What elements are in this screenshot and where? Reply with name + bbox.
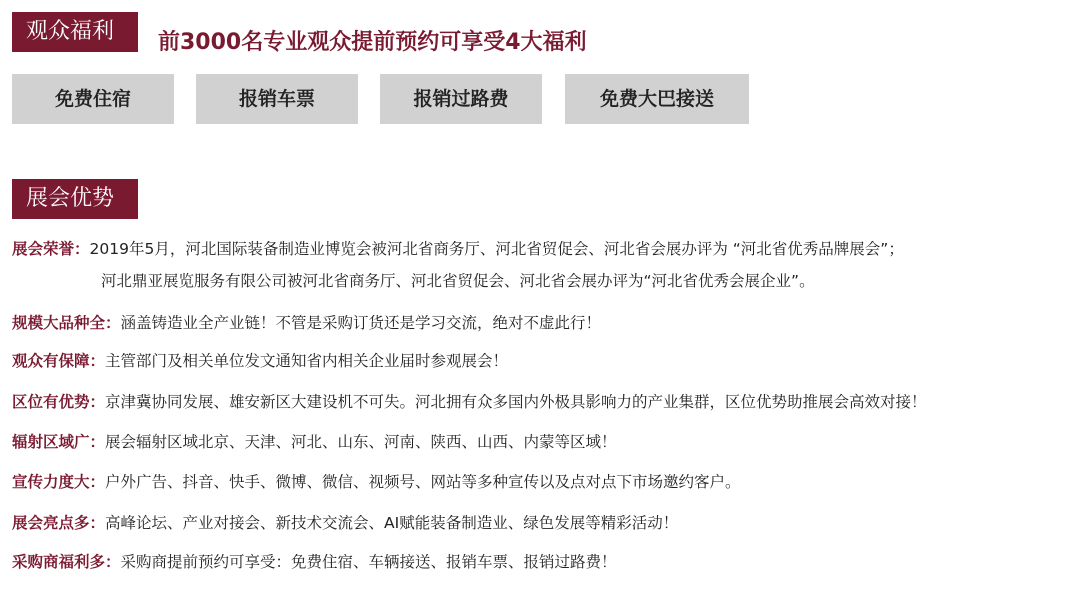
advantage-label: 采购商福利多：	[12, 553, 121, 571]
advantage-row-audience	[12, 347, 1072, 375]
advantage-label: 规模大品种全：	[12, 314, 121, 332]
advantage-text: 京津冀协同发展、雄安新区大建设机不可失。河北拥有众多国内外极具影响力的产业集群，区位优势助推展会高效对接！	[105, 393, 927, 411]
advantage-text: 展会辐射区域北京、天津、河北、山东、河南、陕西、山西、内蒙等区域！	[105, 433, 617, 451]
advantage-row-location	[12, 388, 1072, 416]
advantage-row-buyer-benefits	[12, 548, 1072, 576]
benefit-free-accommodation: 免费住宿	[12, 74, 174, 124]
advantage-row-highlights	[12, 509, 1072, 537]
advantage-label: 区位有优势：	[12, 393, 106, 411]
advantage-text: 户外广告、抖音、快手、微博、微信、视频号、网站等多种宣传以及点对点下市场邀约客户。	[105, 473, 741, 491]
advantage-label: 展会荣誉：	[12, 240, 90, 258]
benefit-free-shuttle-bus: 免费大巴接送	[565, 74, 749, 124]
advantage-label: 宣传力度大：	[12, 473, 106, 491]
advantage-label: 观众有保障：	[12, 352, 106, 370]
advantage-row-coverage	[12, 428, 1072, 456]
advantage-row-scale	[12, 309, 1072, 337]
advantage-text: 主管部门及相关单位发文通知省内相关企业届时参观展会！	[105, 352, 509, 370]
advantage-row-honor	[12, 235, 1072, 263]
advantage-text: 2019年5月，河北国际装备制造业博览会被河北省商务厅、河北省贸促会、河北省会展办评为 “河北省优秀品牌展会”；	[89, 240, 904, 258]
advantage-label: 展会亮点多：	[12, 514, 106, 532]
advantage-label: 辐射区域广：	[12, 433, 106, 451]
benefit-toll-reimbursement: 报销过路费	[380, 74, 542, 124]
benefit-ticket-reimbursement: 报销车票	[196, 74, 358, 124]
benefits-headline: 前3000名专业观众提前预约可享受4大福利	[158, 30, 587, 55]
advantage-text: 涵盖铸造业全产业链！不管是采购订货还是学习交流，绝对不虚此行！	[120, 314, 602, 332]
advantage-text: 采购商提前预约可享受：免费住宿、车辆接送、报销车票、报销过路费！	[120, 553, 617, 571]
section-title-exhibition-advantages: 展会优势	[12, 179, 138, 219]
advantage-row-promotion	[12, 468, 1072, 496]
section-title-viewer-benefits: 观众福利	[12, 12, 138, 52]
advantage-row-honor-continued: 河北鼎亚展览服务有限公司被河北省商务厅、河北省贸促会、河北省会展办评为“河北省优秀会展企业”。	[101, 272, 815, 290]
advantage-text: 高峰论坛、产业对接会、新技术交流会、AI赋能装备制造业、绿色发展等精彩活动！	[105, 514, 679, 532]
